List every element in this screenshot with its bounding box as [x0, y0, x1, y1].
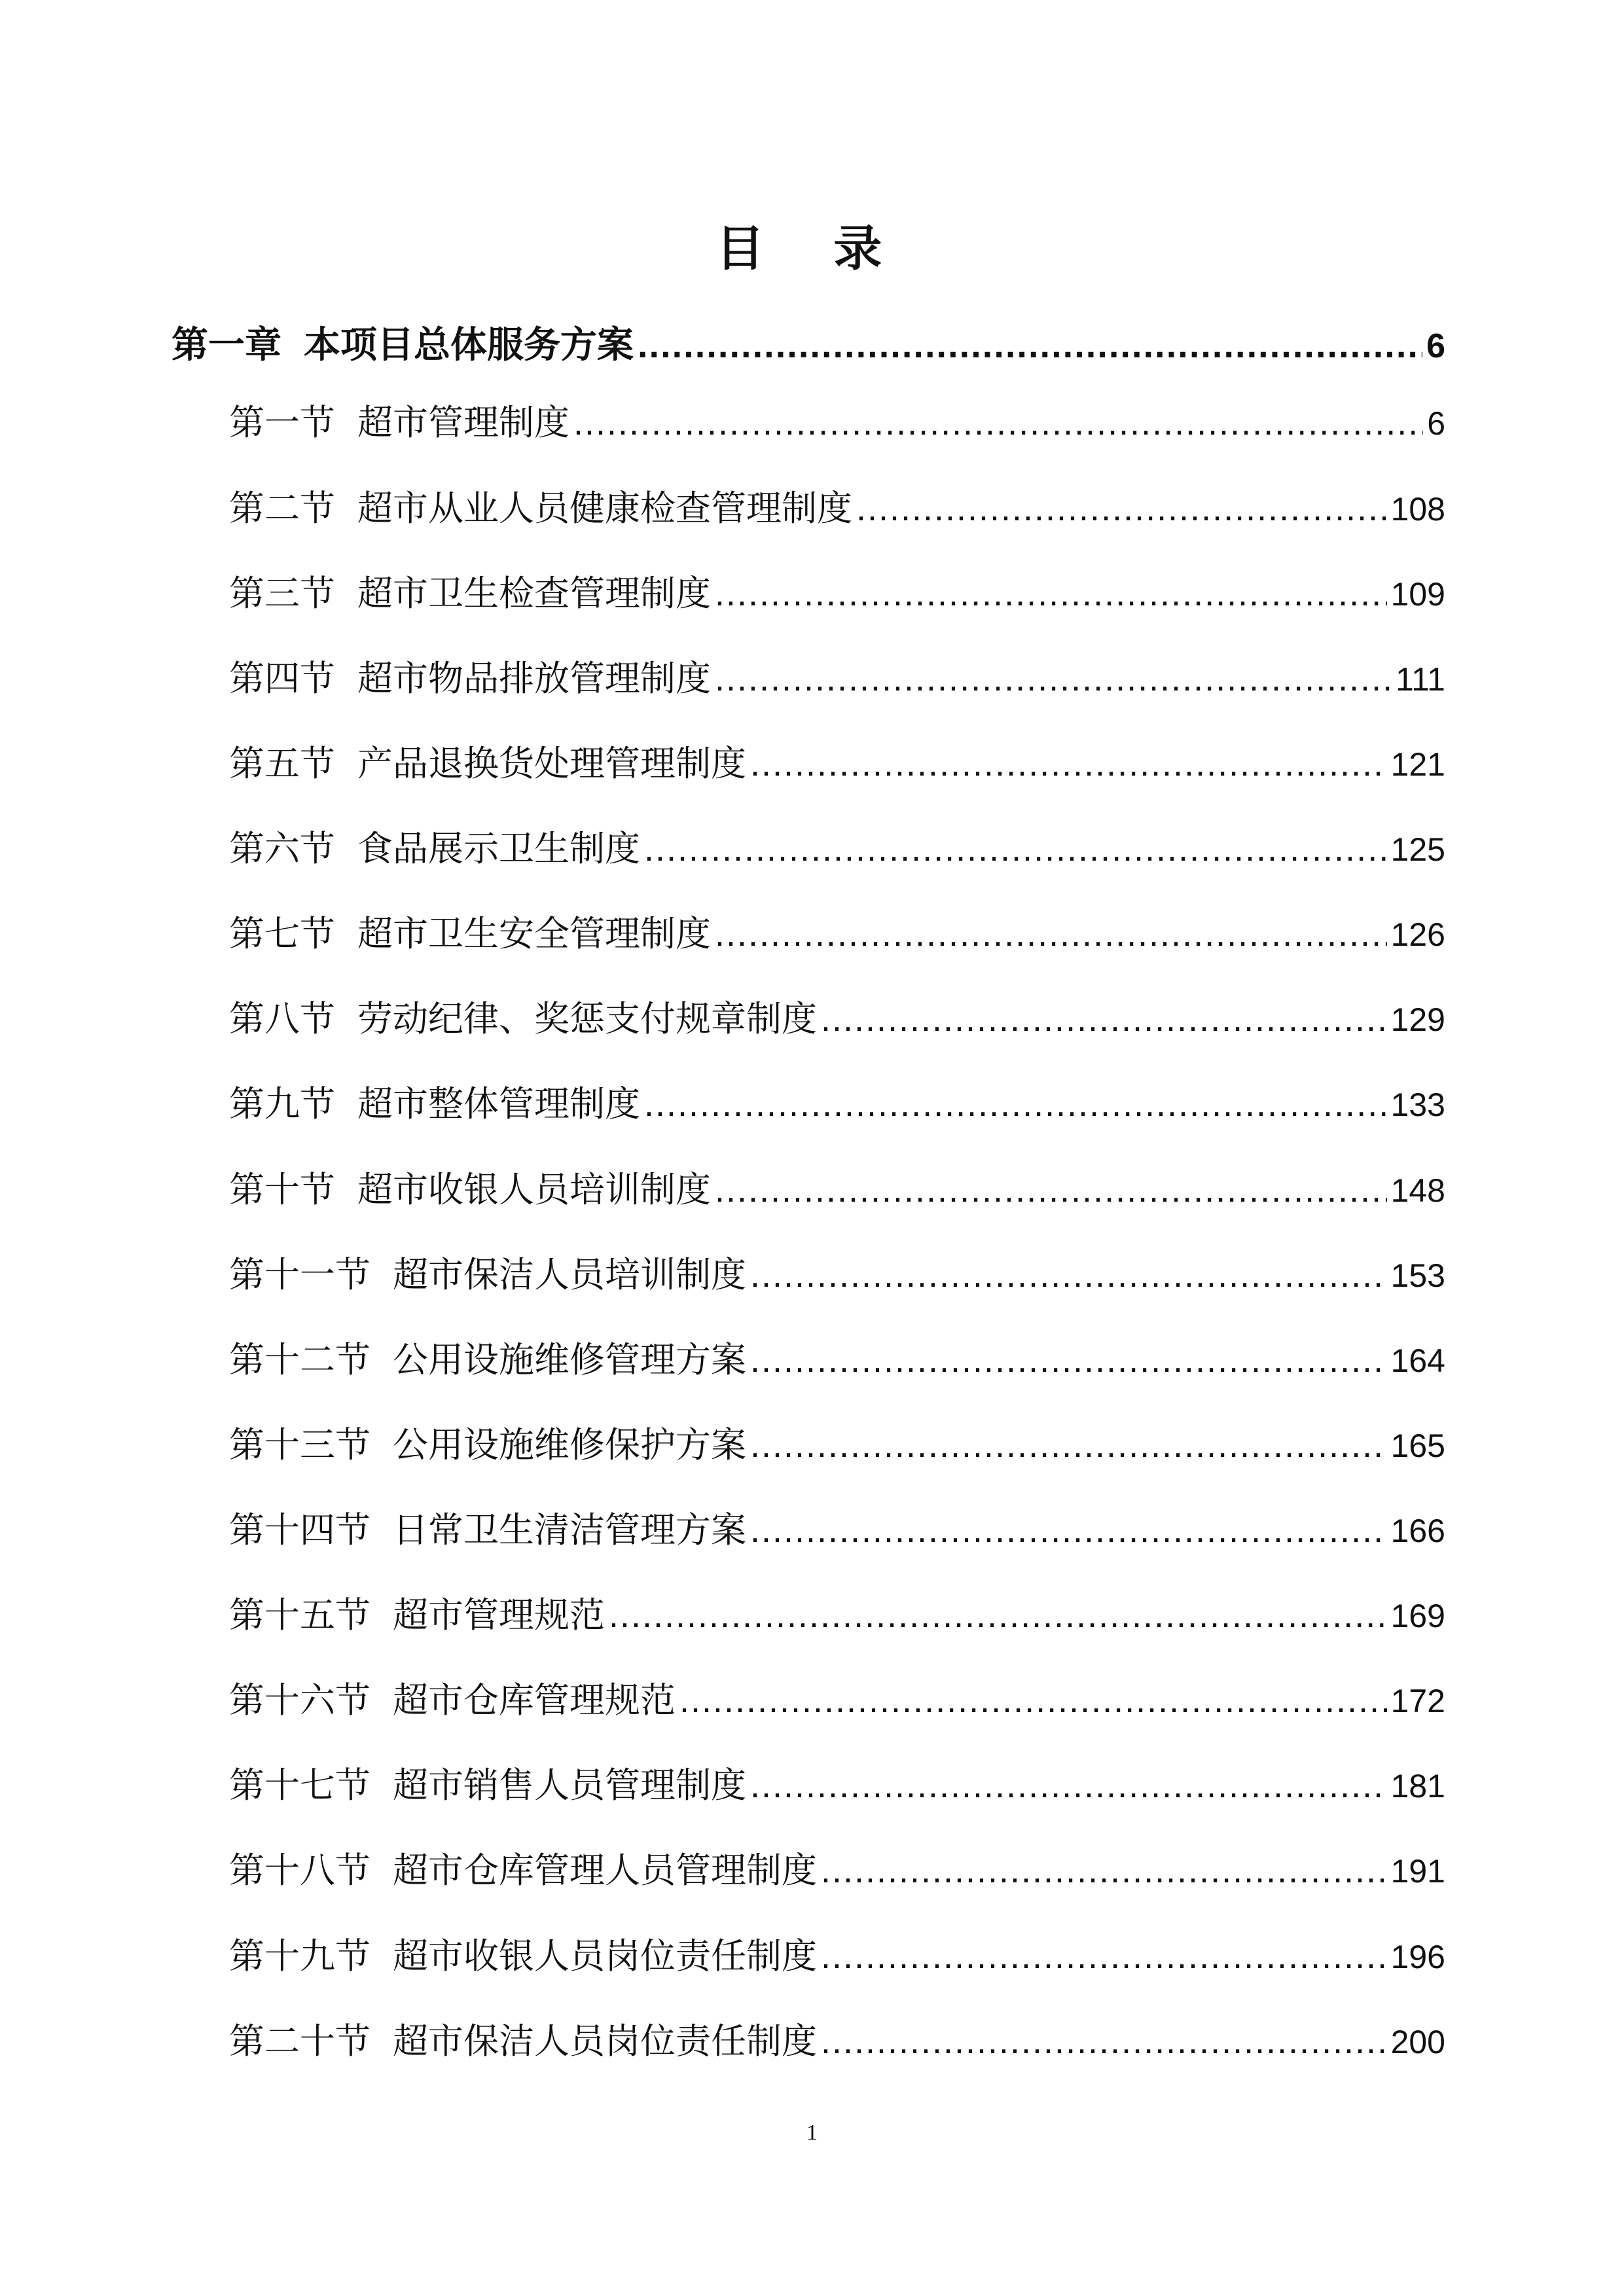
- section-number: 第十二节: [229, 1339, 370, 1380]
- dot-leader: [856, 479, 1387, 538]
- section-number: 第八节: [229, 998, 335, 1039]
- section-number: 第十五节: [229, 1594, 370, 1636]
- dot-leader: [750, 1756, 1387, 1815]
- section-number: 第十七节: [229, 1765, 370, 1806]
- page-number: 1: [806, 2121, 818, 2145]
- section-page-number: 133: [1390, 1086, 1445, 1123]
- toc-section-entry[interactable]: [229, 990, 1445, 1049]
- section-number: 第十节: [229, 1169, 335, 1210]
- dot-leader: [715, 564, 1387, 623]
- section-page-number: 196: [1390, 1939, 1445, 1975]
- section-page-number: 200: [1390, 2024, 1445, 2060]
- section-title: 超市保洁人员培训制度: [393, 1254, 746, 1295]
- section-title: 食品展示卫生制度: [357, 828, 640, 869]
- section-title: 公用设施维修管理方案: [393, 1339, 746, 1380]
- chapter-page-number: 6: [1426, 327, 1445, 365]
- section-title: 劳动纪律、奖惩支付规章制度: [357, 998, 817, 1039]
- section-page-number: 181: [1390, 1768, 1445, 1804]
- toc-section-entry[interactable]: [229, 819, 1445, 878]
- section-title: 超市卫生检查管理制度: [357, 573, 711, 614]
- section-page-number: 109: [1390, 576, 1445, 613]
- dot-leader: [821, 1841, 1387, 1900]
- section-title: 超市管理规范: [393, 1594, 605, 1636]
- dot-leader: [644, 1075, 1387, 1134]
- section-number: 第四节: [229, 658, 335, 699]
- section-title: 超市物品排放管理制度: [357, 658, 711, 699]
- toc-section-entry[interactable]: [229, 1927, 1445, 1986]
- section-page-number: 129: [1390, 1001, 1445, 1038]
- dot-leader: [679, 1671, 1387, 1730]
- section-number: 第三节: [229, 573, 335, 614]
- dot-leader: [715, 905, 1387, 963]
- dot-leader: [750, 734, 1387, 793]
- dot-leader: [821, 990, 1387, 1049]
- chapter-title: 本项目总体服务方案: [304, 323, 634, 367]
- section-page-number: 172: [1390, 1683, 1445, 1719]
- toc-section-entry[interactable]: [229, 2012, 1445, 2071]
- section-page-number: 169: [1390, 1598, 1445, 1634]
- section-number: 第二十节: [229, 2020, 370, 2062]
- toc-section-entry[interactable]: [229, 564, 1445, 623]
- dot-leader: [715, 649, 1392, 708]
- section-title: 超市收银人员培训制度: [357, 1169, 711, 1210]
- section-number: 第六节: [229, 828, 335, 869]
- toc-section-entry[interactable]: [229, 479, 1445, 538]
- section-number: 第十九节: [229, 1935, 370, 1977]
- dot-leader: [644, 819, 1387, 878]
- section-page-number: 165: [1390, 1427, 1445, 1464]
- section-number: 第二节: [229, 488, 335, 529]
- toc-section-entry[interactable]: [229, 649, 1445, 708]
- chapter-number: 第一章: [171, 323, 281, 367]
- section-title: 公用设施维修保护方案: [393, 1424, 746, 1465]
- section-title: 超市从业人员健康检查管理制度: [357, 488, 852, 529]
- section-title: 超市仓库管理人员管理制度: [393, 1850, 817, 1891]
- toc-chapter-entry[interactable]: [171, 315, 1445, 374]
- toc-section-entry[interactable]: [229, 1331, 1445, 1390]
- section-title: 产品退换货处理管理制度: [357, 743, 746, 784]
- section-number: 第十六节: [229, 1679, 370, 1721]
- section-title: 超市销售人员管理制度: [393, 1765, 746, 1806]
- toc-section-entry[interactable]: [229, 1075, 1445, 1134]
- dot-leader: [750, 1246, 1387, 1304]
- section-title: 超市收银人员岗位责任制度: [393, 1935, 817, 1977]
- section-number: 第十一节: [229, 1254, 370, 1295]
- toc-section-entry[interactable]: [229, 1501, 1445, 1560]
- section-page-number: 6: [1427, 405, 1445, 442]
- dot-leader: [750, 1416, 1387, 1475]
- section-page-number: 108: [1390, 491, 1445, 528]
- page-title: 目 录: [715, 221, 909, 277]
- section-page-number: 166: [1390, 1513, 1445, 1549]
- dot-leader: [573, 393, 1423, 452]
- section-number: 第七节: [229, 913, 335, 954]
- dot-leader: [821, 1927, 1387, 1986]
- section-page-number: 148: [1390, 1172, 1445, 1209]
- section-page-number: 191: [1390, 1853, 1445, 1890]
- section-page-number: 153: [1390, 1257, 1445, 1294]
- section-number: 第十四节: [229, 1509, 370, 1551]
- section-number: 第五节: [229, 743, 335, 784]
- section-title: 超市整体管理制度: [357, 1083, 640, 1124]
- section-title: 超市保洁人员岗位责任制度: [393, 2020, 817, 2062]
- section-number: 第九节: [229, 1083, 335, 1124]
- toc-section-entry[interactable]: [229, 1756, 1445, 1815]
- section-page-number: 164: [1390, 1342, 1445, 1379]
- section-title: 超市管理制度: [357, 402, 569, 443]
- section-page-number: 121: [1390, 746, 1445, 783]
- toc-section-entry[interactable]: [229, 1416, 1445, 1475]
- toc-section-entry[interactable]: [229, 734, 1445, 793]
- dot-leader: [609, 1586, 1387, 1645]
- section-page-number: 111: [1395, 661, 1445, 698]
- section-title: 超市卫生安全管理制度: [357, 913, 711, 954]
- toc-section-entry[interactable]: [229, 1160, 1445, 1219]
- toc-section-entry[interactable]: [229, 1841, 1445, 1900]
- toc-section-entry[interactable]: [229, 1246, 1445, 1304]
- dot-leader: [638, 315, 1422, 374]
- section-title: 日常卫生清洁管理方案: [393, 1509, 746, 1551]
- section-number: 第十三节: [229, 1424, 370, 1465]
- section-number: 第一节: [229, 402, 335, 443]
- section-title: 超市仓库管理规范: [393, 1679, 676, 1721]
- toc-section-entry[interactable]: [229, 1586, 1445, 1645]
- toc-section-entry[interactable]: [229, 1671, 1445, 1730]
- section-page-number: 125: [1390, 831, 1445, 868]
- toc-section-entry[interactable]: [229, 905, 1445, 963]
- section-number: 第十八节: [229, 1850, 370, 1891]
- dot-leader: [750, 1331, 1387, 1390]
- dot-leader: [750, 1501, 1387, 1560]
- toc-section-entry[interactable]: [229, 393, 1445, 452]
- dot-leader: [715, 1160, 1387, 1219]
- dot-leader: [821, 2012, 1387, 2071]
- section-page-number: 126: [1390, 916, 1445, 953]
